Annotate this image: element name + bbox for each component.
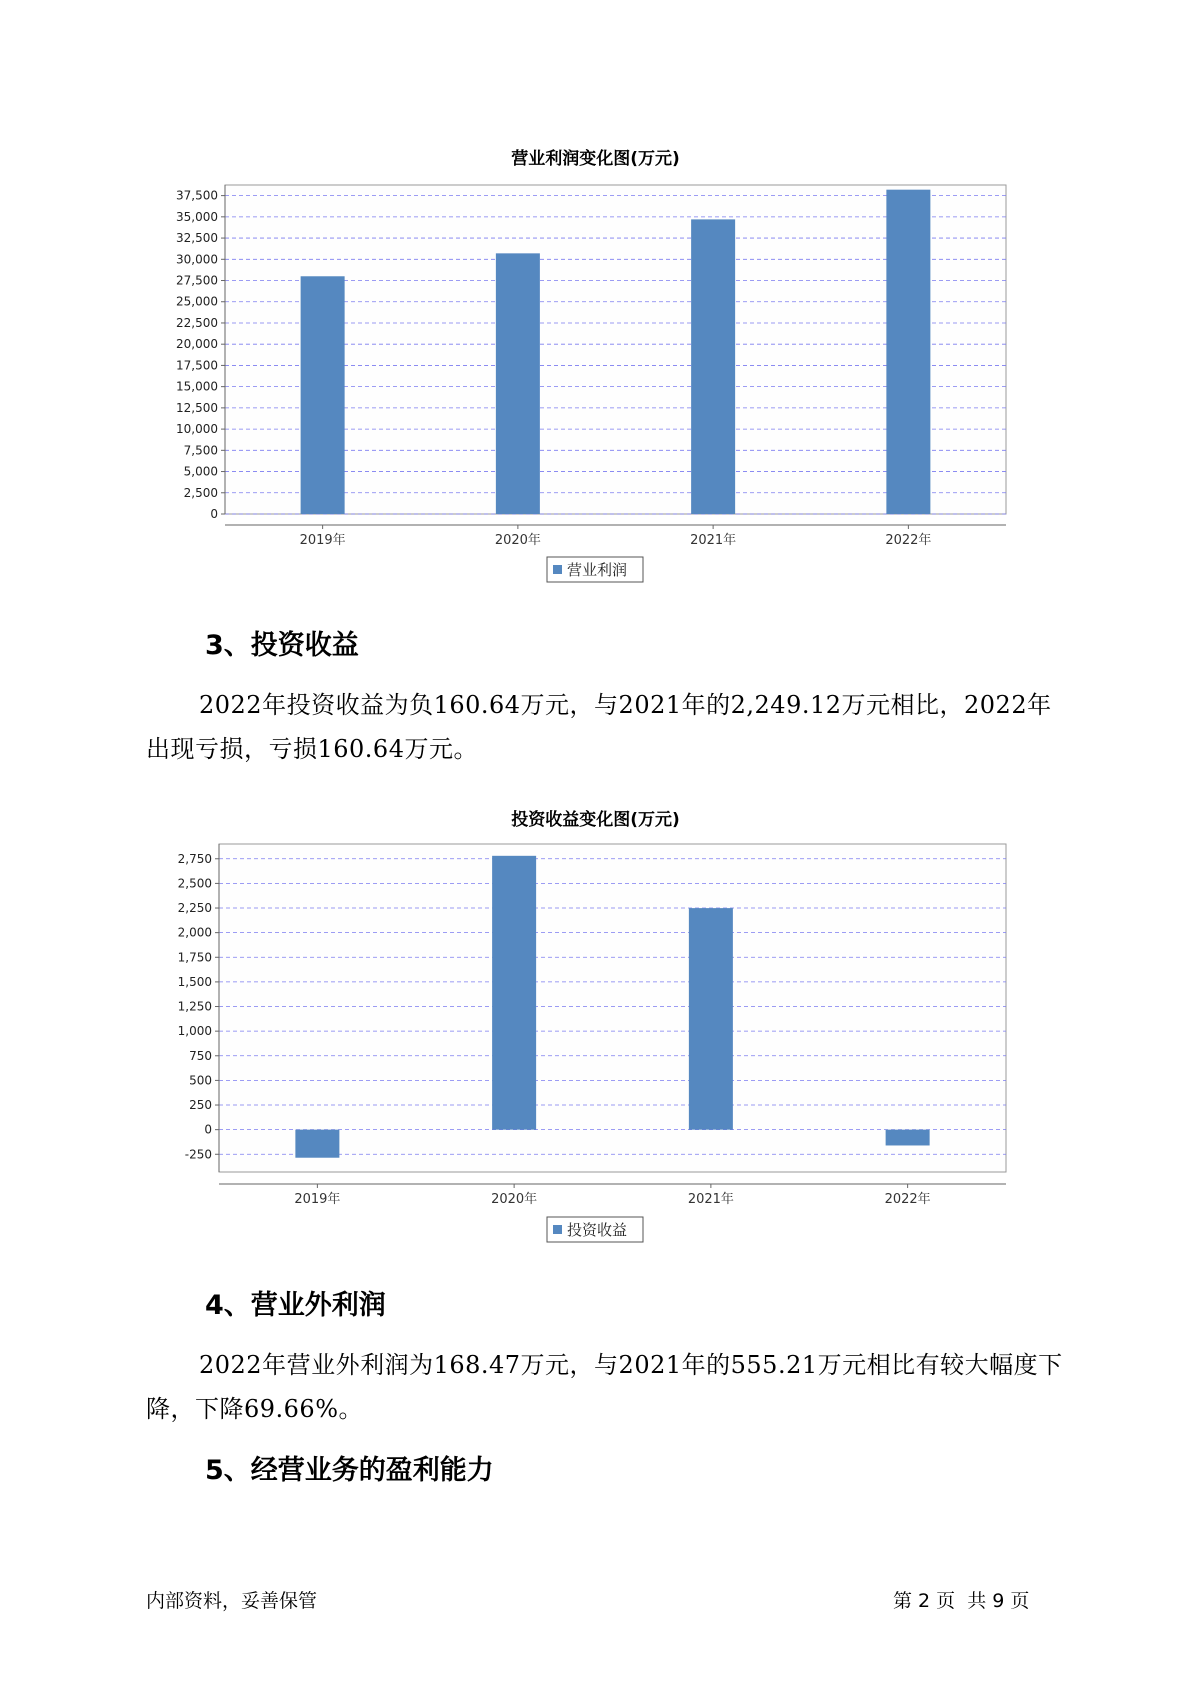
y-tick-label: 30,000 (176, 252, 218, 267)
y-tick-label: 500 (189, 1073, 212, 1088)
y-tick-label: 250 (189, 1098, 212, 1113)
x-tick-label: 2019年 (294, 1192, 341, 1207)
y-tick-label: 1,500 (177, 974, 212, 989)
legend-swatch (553, 1225, 562, 1234)
legend-label: 营业利润 (567, 561, 628, 579)
y-tick-label: 37,500 (176, 188, 218, 203)
section-heading-profitability: 5、经营业务的盈利能力 (205, 1455, 494, 1486)
y-tick-label: 1,750 (177, 950, 212, 965)
bar (492, 856, 536, 1130)
y-tick-label: 2,750 (177, 851, 212, 866)
y-tick-label: -250 (184, 1147, 212, 1162)
section-heading-investment: 3、投资收益 (205, 630, 359, 661)
x-tick-label: 2020年 (491, 1192, 538, 1207)
x-tick-label: 2019年 (299, 533, 346, 548)
y-tick-label: 0 (210, 507, 218, 521)
y-tick-label: 1,250 (177, 999, 212, 1014)
chart2-title: 投资收益变化图(万元) (511, 810, 680, 830)
y-tick-label: 17,500 (176, 358, 218, 373)
x-tick-label: 2021年 (687, 1192, 734, 1207)
y-tick-label: 20,000 (176, 337, 218, 352)
x-tick-label: 2022年 (884, 1192, 931, 1207)
bar (886, 1130, 930, 1146)
y-tick-label: 1,000 (177, 1024, 212, 1039)
x-tick-label: 2020年 (494, 533, 541, 548)
y-tick-label: 22,500 (176, 315, 218, 330)
plot-area (219, 844, 1006, 1172)
y-tick-label: 2,500 (177, 876, 212, 891)
y-tick-label: 10,000 (176, 422, 218, 437)
section-heading-nonoperating: 4、营业外利润 (205, 1290, 386, 1321)
y-tick-label: 27,500 (176, 273, 218, 288)
legend-label: 投资收益 (567, 1221, 628, 1239)
y-tick-label: 35,000 (176, 209, 218, 224)
bar (689, 908, 733, 1130)
chart1-title: 营业利润变化图(万元) (511, 149, 680, 169)
y-tick-label: 2,250 (177, 901, 212, 916)
footer-page-number: 第 2 页 共 9 页 (893, 1590, 1030, 1612)
y-tick-label: 32,500 (176, 231, 218, 246)
y-tick-label: 25,000 (176, 294, 218, 309)
bar (295, 1130, 339, 1158)
x-tick-label: 2022年 (885, 533, 932, 548)
y-tick-label: 2,500 (183, 485, 218, 500)
paragraph-investment: 2022年投资收益为负160.64万元，与2021年的2,249.12万元相比，2022年出现亏损，亏损160.64万元。 (146, 691, 1052, 763)
footer-confidential: 内部资料，妥善保管 (146, 1590, 318, 1612)
y-tick-label: 7,500 (183, 443, 218, 458)
paragraph-nonoperating: 2022年营业外利润为168.47万元，与2021年的555.21万元相比有较大幅度下降，下降69.66%。 (146, 1351, 1063, 1423)
y-tick-label: 2,000 (177, 925, 212, 940)
y-tick-label: 750 (189, 1048, 212, 1063)
y-tick-label: 5,000 (183, 464, 218, 479)
y-tick-label: 15,000 (176, 379, 218, 394)
x-tick-label: 2021年 (690, 533, 737, 548)
y-tick-label: 0 (204, 1122, 212, 1137)
y-tick-label: 12,500 (176, 400, 218, 415)
